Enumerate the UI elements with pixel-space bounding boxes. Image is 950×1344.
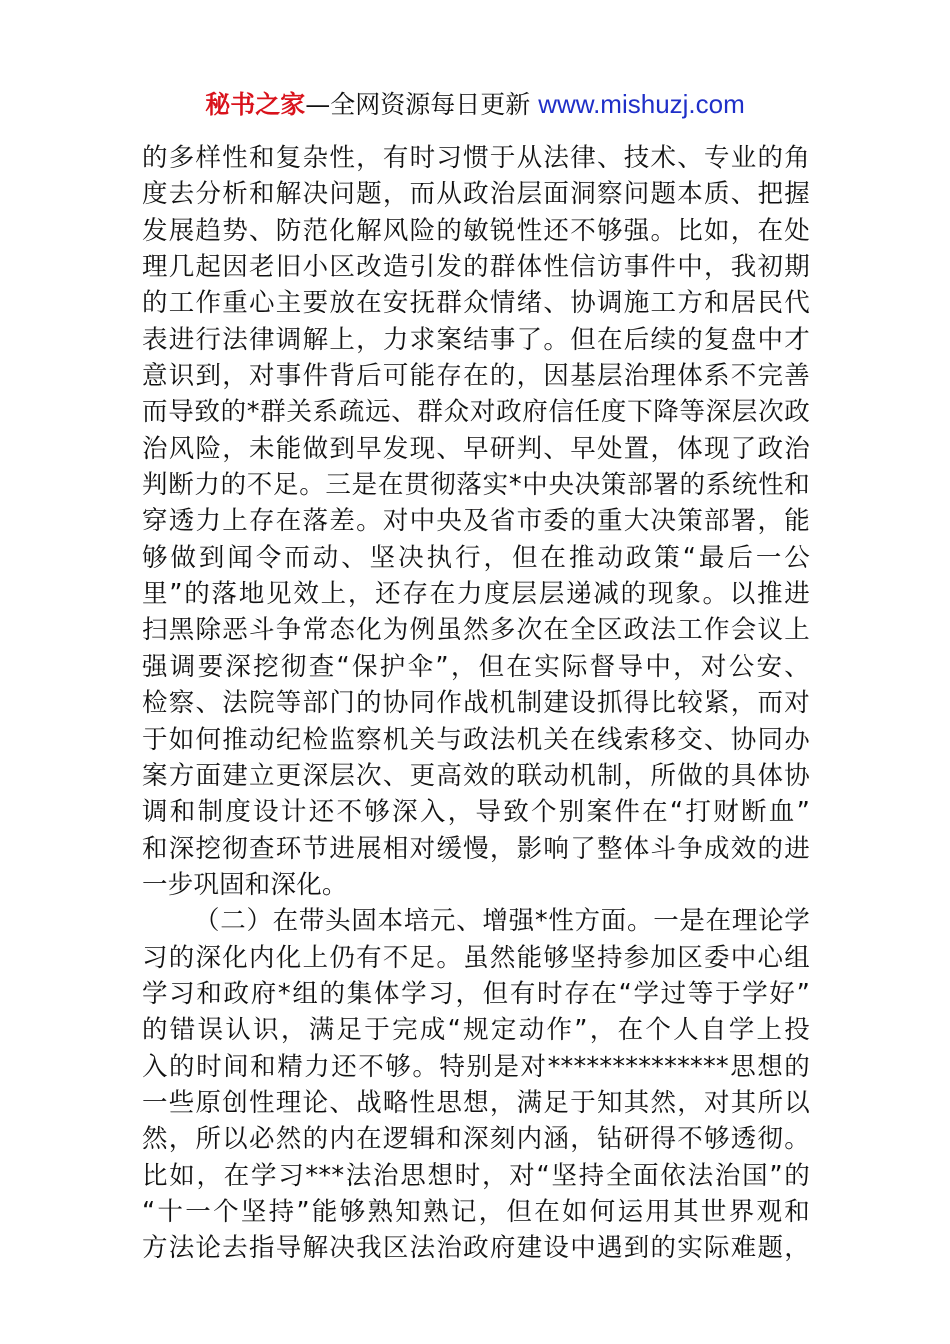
- body-line: 检察、法院等部门的协同作战机制建设抓得比较紧，而对: [142, 688, 810, 719]
- body-line: 方法论去指导解决我区法治政府建设中遇到的实际难题，: [142, 1233, 810, 1264]
- page-header: [0, 86, 950, 123]
- body-line: 扫黑除恶斗争常态化为例虽然多次在全区政法工作会议上: [142, 615, 810, 646]
- body-line: 里”的落地见效上，还存在力度层层递减的现象。以推进: [142, 579, 810, 610]
- body-line: 强调要深挖彻查“保护伞”，但在实际督导中，对公安、: [142, 651, 810, 682]
- body-line: 度去分析和解决问题，而从政治层面洞察问题本质、把握: [142, 179, 810, 210]
- body-line: 而导致的*群关系疏远、群众对政府信任度下降等深层次政: [142, 397, 810, 428]
- body-line: 调和制度设计还不够深入，导致个别案件在“打财断血”: [142, 797, 810, 828]
- body-line: 习的深化内化上仍有不足。虽然能够坚持参加区委中心组: [142, 942, 810, 973]
- body-line: 治风险，未能做到早发现、早研判、早处置，体现了政治: [142, 433, 810, 464]
- body-line: 穿透力上存在落差。对中央及省市委的重大决策部署，能: [142, 506, 810, 537]
- body-line: 入的时间和精力还不够。特别是对**************思想的: [142, 1051, 810, 1082]
- body-line: 判断力的不足。三是在贯彻落实*中央决策部署的系统性和: [142, 470, 810, 501]
- body-line: 和深挖彻查环节进展相对缓慢，影响了整体斗争成效的进: [142, 833, 810, 864]
- body-line: 学习和政府*组的集体学习，但有时存在“学过等于学好”: [142, 978, 810, 1009]
- header-tagline: —全网资源每日更新: [305, 90, 531, 119]
- body-line: 发展趋势、防范化解风险的敏锐性还不够强。比如，在处: [142, 215, 810, 246]
- body-line: 一些原创性理论、战略性思想，满足于知其然，对其所以: [142, 1087, 810, 1118]
- document-body: [142, 140, 810, 1267]
- body-line: 然，所以必然的内在逻辑和深刻内涵，钻研得不够透彻。: [142, 1124, 810, 1155]
- body-line: “十一个坚持”能够熟知熟记，但在如何运用其世界观和: [142, 1196, 810, 1227]
- body-line: 表进行法律调解上，力求案结事了。但在后续的复盘中才: [142, 324, 810, 355]
- body-line: 够做到闻令而动、坚决执行，但在推动政策“最后一公: [142, 542, 810, 573]
- brand-name: 秘书之家: [205, 90, 306, 119]
- body-line: 的错误认识，满足于完成“规定动作”，在个人自学上投: [142, 1015, 810, 1046]
- body-line: 的工作重心主要放在安抚群众情绪、协调施工方和居民代: [142, 288, 810, 319]
- body-line: 比如，在学习***法治思想时，对“坚持全面依法治国”的: [142, 1160, 810, 1191]
- site-url-link[interactable]: www.mishuzj.com: [538, 89, 745, 119]
- section-heading-line: （二）在带头固本培元、增强*性方面。一是在理论学: [194, 906, 810, 937]
- body-line: 意识到，对事件背后可能存在的，因基层治理体系不完善: [142, 361, 810, 392]
- paragraph-end-line: 一步巩固和深化。: [142, 869, 348, 900]
- body-line: 的多样性和复杂性，有时习惯于从法律、技术、专业的角: [142, 143, 810, 173]
- body-line: 理几起因老旧小区改造引发的群体性信访事件中，我初期: [142, 252, 810, 283]
- body-line: 于如何推动纪检监察机关与政法机关在线索移交、协同办: [142, 724, 810, 755]
- body-line: 案方面建立更深层次、更高效的联动机制，所做的具体协: [142, 760, 810, 791]
